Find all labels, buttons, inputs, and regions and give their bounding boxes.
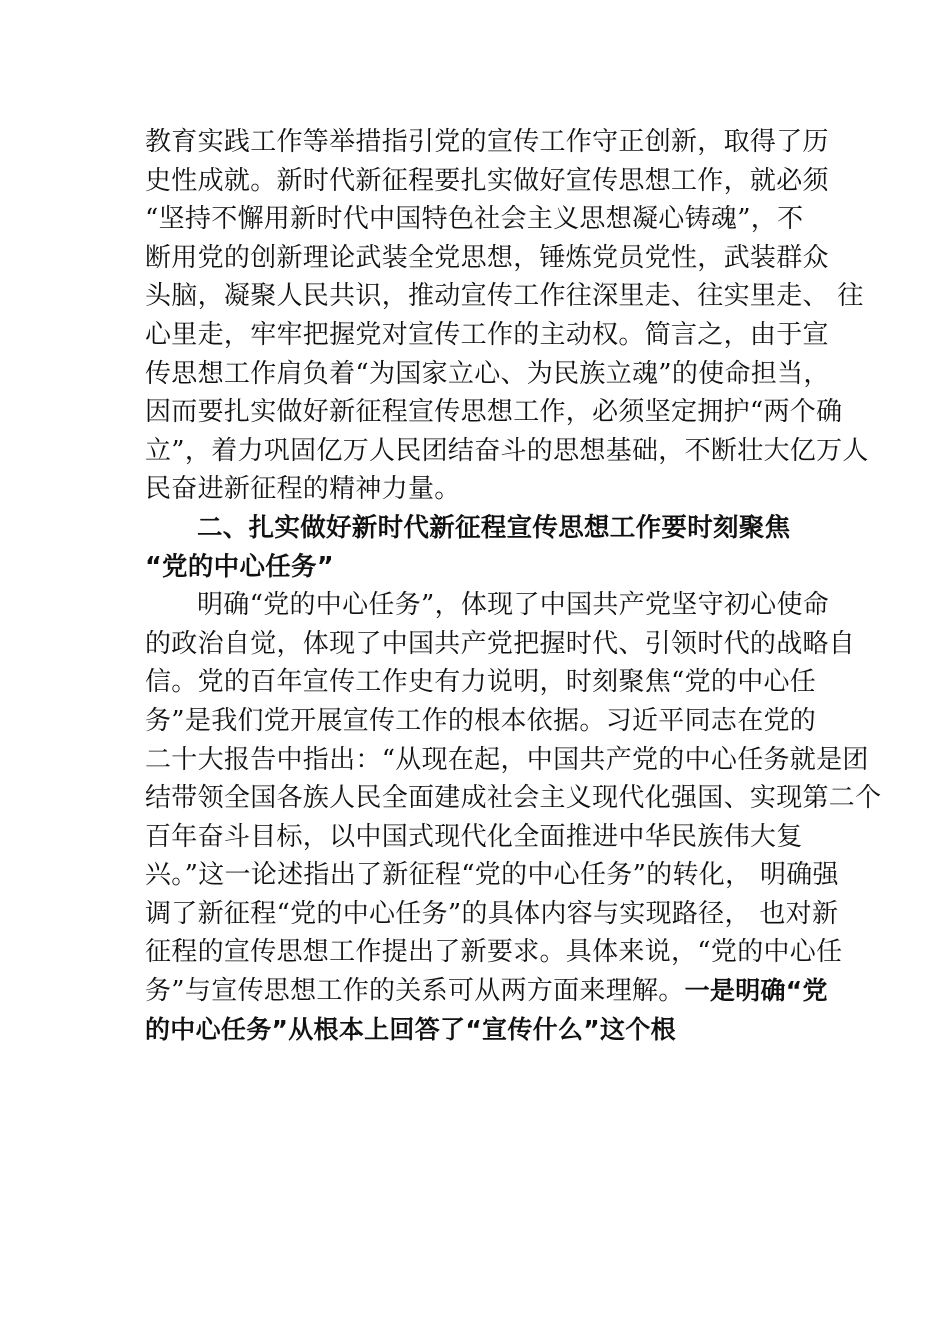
body-line: 兴。”这一论述指出了新征程“党的中心任务”的转化， 明确强 [145,860,839,891]
body-line: 民奋进新征程的精神力量。 [145,474,461,505]
body-line: 心里走，牢牢把握党对宣传工作的主动权。简言之，由于宣 [145,319,829,350]
body-line: 头脑，凝聚人民共识，推动宣传工作往深里走、往实里走、 往 [145,281,864,312]
body-line: 因而要扎实做好新征程宣传思想工作，必须坚定拥护“两个确 [145,397,843,428]
body-line: 的政治自觉，体现了中国共产党把握时代、引领时代的战略自 [145,628,856,659]
body-line: 二十大报告中指出：“从现在起，中国共产党的中心任务就是团 [145,744,869,775]
body-line: 史性成就。新时代新征程要扎实做好宣传思想工作，就必须 [145,165,829,196]
section-heading: 二、扎实做好新时代新征程宣传思想工作要时刻聚焦 [197,512,791,543]
bold-text-segment: 一是明确“党 [684,976,828,1006]
body-line: 断用党的创新理论武装全党思想，锤炼党员党性，武装群众 [145,242,829,273]
document-body [145,123,882,1049]
body-line: 教育实践工作等举措指引党的宣传工作守正创新，取得了历 [145,127,829,157]
body-line: 调了新征程“党的中心任务”的具体内容与实现路径， 也对新 [145,898,839,929]
body-line: 立”，着力巩固亿万人民团结奋斗的思想基础，不断壮大亿万人 [145,435,869,466]
body-line: 结带领全国各族人民全面建成社会主义现代化强国、实现第二个 [145,783,882,814]
plain-text-segment: 务”与宣传思想工作的关系可从两方面来理解。 [145,976,685,1007]
body-line-mixed [145,972,828,1011]
body-line: 务”是我们党开展宣传工作的根本依据。习近平同志在党的 [145,705,817,736]
body-line: 信。党的百年宣传工作史有力说明，时刻聚焦“党的中心任 [145,667,817,698]
bold-body-line: 的中心任务”从根本上回答了“宣传什么”这个根 [145,1014,676,1044]
body-line: 征程的宣传思想工作提出了新要求。具体来说，“党的中心任 [145,937,843,968]
body-line: 百年奋斗目标，以中国式现代化全面推进中华民族伟大复 [145,821,803,852]
body-line: “坚持不懈用新时代中国特色社会主义思想凝心铸魂”，不 [145,204,804,235]
body-line: 明确“党的中心任务”，体现了中国共产党坚守初心使命 [197,590,830,621]
body-line: 传思想工作肩负着“为国家立心、为民族立魂”的使命担当， [145,358,830,389]
section-heading-continued: “党的中心任务” [145,551,334,582]
